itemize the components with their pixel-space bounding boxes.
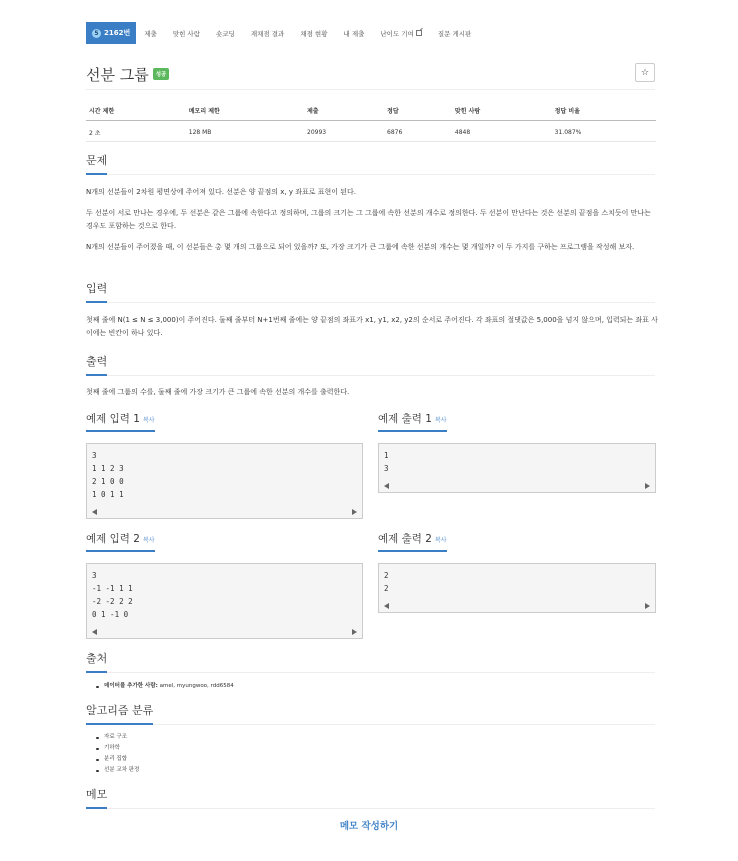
nav-problem-number[interactable] xyxy=(86,22,136,44)
section-algorithm-header xyxy=(86,702,655,725)
sample-output-1-header xyxy=(378,411,447,432)
algorithm-list xyxy=(96,732,139,776)
algorithm-tag[interactable]: 기하학 xyxy=(104,745,120,751)
value-memory-limit: 128 MB xyxy=(186,121,304,142)
nav-rejudge-results-label: 재채점 결과 xyxy=(250,29,285,38)
source-label: 데이터를 추가한 사람: xyxy=(104,683,158,689)
section-memo-header xyxy=(86,786,655,809)
nav-difficulty-contribution[interactable] xyxy=(372,22,429,44)
sample-input-1-box[interactable] xyxy=(86,443,363,519)
algorithm-tag[interactable]: 자료 구조 xyxy=(104,734,128,740)
sample-output-2-title xyxy=(378,531,447,552)
section-divider xyxy=(86,808,655,809)
sample-number: 1 xyxy=(425,413,432,425)
section-input-header xyxy=(86,280,655,303)
external-link-icon xyxy=(416,30,422,36)
nav-difficulty-label: 난이도 기여 xyxy=(380,29,414,38)
header-memory-limit: 메모리 제한 xyxy=(186,104,304,121)
input-description: 첫째 줄에 N(1 ≤ N ≤ 3,000)이 주어진다. 둘째 줄부터 N+1번째 줄에는 양 끝점의 좌표가 x1, y1, x2, y2의 순서로 주어진다. 각 좌표의 절댓값은 5,000을 넘지 않으며, 입력되는 좌표 사이에는 빈칸이 하나 있다. xyxy=(86,316,658,337)
list-item[interactable] xyxy=(96,754,139,765)
list-item[interactable] xyxy=(96,732,139,743)
value-submissions: 20993 xyxy=(304,121,384,142)
code-line: -2 -2 2 2 xyxy=(92,597,133,606)
code-line: 3 xyxy=(92,571,97,580)
horizontal-scrollbar[interactable] xyxy=(87,627,362,638)
output-description: 첫째 줄에 그룹의 수를, 둘째 줄에 가장 크기가 큰 그룹에 속한 선분의 개수를 출력한다. xyxy=(86,388,350,396)
sample-output-1-box[interactable] xyxy=(378,443,656,493)
section-divider xyxy=(86,672,655,673)
sample-number: 2 xyxy=(133,533,140,545)
scroll-right-icon[interactable] xyxy=(352,629,357,635)
title-row xyxy=(86,63,655,85)
copy-button[interactable]: 복사 xyxy=(142,537,155,544)
info-value-row xyxy=(86,121,656,142)
nav-judge-status-label: 채점 현황 xyxy=(300,29,328,38)
nav-short-coding[interactable] xyxy=(208,22,243,44)
write-memo-link[interactable]: 메모 작성하기 xyxy=(339,821,399,832)
list-item[interactable] xyxy=(96,743,139,754)
nav-rejudge-results[interactable] xyxy=(243,22,292,44)
value-time-limit: 2 초 xyxy=(86,121,186,142)
problem-paragraph-3: N개의 선분들이 주어졌을 때, 이 선분들은 총 몇 개의 그룹으로 되어 있을까? 또, 가장 크기가 큰 그룹에 속한 선분의 개수는 몇 개일까? 이 두 가지를 구하는 프로그램을 작성해 보자. xyxy=(86,243,635,251)
problem-paragraph-2: 두 선분이 서로 만나는 경우에, 두 선분은 같은 그룹에 속한다고 정의하며, 그룹의 크기는 그 그룹에 속한 선분의 개수로 정의한다. 두 선분이 만난다는 것은 선분의 끝점을 스치듯이 만나는 경우도 포함하는 것으로 한다. xyxy=(86,209,651,230)
nav-solved-users[interactable] xyxy=(165,22,208,44)
algorithm-tag[interactable]: 분리 집합 xyxy=(104,756,128,762)
sample-input-2-box[interactable] xyxy=(86,563,363,639)
section-source-title: 출처 xyxy=(86,650,107,673)
source-list xyxy=(96,681,234,692)
nav-question-board-label: 질문 게시판 xyxy=(437,29,472,38)
code-line: 2 xyxy=(384,571,389,580)
sample-output-2-box[interactable] xyxy=(378,563,656,613)
section-input-title: 입력 xyxy=(86,280,107,303)
nav-judge-status[interactable] xyxy=(292,22,335,44)
section-source-header xyxy=(86,650,655,673)
scroll-left-icon[interactable] xyxy=(92,509,97,515)
section-divider xyxy=(86,724,655,725)
section-problem-header xyxy=(86,152,655,175)
copy-button[interactable]: 복사 xyxy=(142,417,155,424)
horizontal-scrollbar[interactable] xyxy=(379,481,655,492)
nav-my-submissions-label: 내 제출 xyxy=(343,29,365,38)
copy-button[interactable]: 복사 xyxy=(434,417,447,424)
sample-input-1-title xyxy=(86,411,155,432)
scroll-right-icon[interactable] xyxy=(645,603,650,609)
sample-number: 2 xyxy=(425,533,432,545)
scroll-left-icon[interactable] xyxy=(92,629,97,635)
horizontal-scrollbar[interactable] xyxy=(379,601,655,612)
section-divider xyxy=(86,174,655,175)
problem-paragraph-1: N개의 선분들이 2차원 평면상에 주어져 있다. 선분은 양 끝점의 x, y 좌표로 표현이 된다. xyxy=(86,188,356,196)
algorithm-tag[interactable]: 선분 교차 판정 xyxy=(104,767,140,773)
value-accept-rate: 31.087% xyxy=(552,121,656,142)
section-divider xyxy=(86,375,655,376)
sample-output-label: 예제 출력 xyxy=(378,413,422,425)
header-accepted: 정답 xyxy=(384,104,452,121)
copy-button[interactable]: 복사 xyxy=(434,537,447,544)
sample-output-2-header xyxy=(378,531,447,552)
scroll-right-icon[interactable] xyxy=(352,509,357,515)
nav-submit[interactable] xyxy=(136,22,165,44)
tier-badge-icon: 5 xyxy=(92,29,101,38)
status-badge: 성공 xyxy=(153,68,170,80)
code-line: 1 1 2 3 xyxy=(92,464,124,473)
value-solved-users: 4848 xyxy=(452,121,552,142)
sample-input-label: 예제 입력 xyxy=(86,413,130,425)
list-item xyxy=(96,681,234,692)
sample-output-1-title xyxy=(378,411,447,432)
code-line: 1 xyxy=(384,451,389,460)
code-line: 1 0 1 1 xyxy=(92,490,124,499)
sample-input-2-header xyxy=(86,531,155,552)
scroll-right-icon[interactable] xyxy=(645,483,650,489)
code-line: 3 xyxy=(384,464,389,473)
section-algorithm-title: 알고리즘 분류 xyxy=(86,702,153,725)
code-line: 0 1 -1 0 xyxy=(92,610,129,619)
scroll-left-icon[interactable] xyxy=(384,483,389,489)
title-divider xyxy=(86,89,655,90)
list-item[interactable] xyxy=(96,765,139,776)
code-line: 2 1 0 0 xyxy=(92,477,124,486)
favorite-button[interactable] xyxy=(635,63,655,82)
horizontal-scrollbar[interactable] xyxy=(87,507,362,518)
problem-nav xyxy=(86,22,479,44)
star-icon: ☆ xyxy=(640,67,650,78)
sample-number: 1 xyxy=(133,413,140,425)
sample-output-label: 예제 출력 xyxy=(378,533,422,545)
code-line: -1 -1 1 1 xyxy=(92,584,133,593)
scroll-left-icon[interactable] xyxy=(384,603,389,609)
problem-number-label: 2162번 xyxy=(104,29,131,37)
section-divider xyxy=(86,302,655,303)
section-output-title: 출력 xyxy=(86,353,107,376)
value-accepted: 6876 xyxy=(384,121,452,142)
header-solved-users: 맞힌 사람 xyxy=(452,104,552,121)
section-memo-title: 메모 xyxy=(86,786,107,809)
code-line: 2 xyxy=(384,584,389,593)
problem-info-table xyxy=(86,104,656,142)
nav-solved-users-label: 맞힌 사람 xyxy=(172,29,200,38)
code-line: 3 xyxy=(92,451,97,460)
header-time-limit: 시간 제한 xyxy=(86,104,186,121)
page-title: 선분 그룹 xyxy=(86,65,149,84)
sample-input-label: 예제 입력 xyxy=(86,533,130,545)
sample-input-1-header xyxy=(86,411,155,432)
section-output-header xyxy=(86,353,655,376)
nav-submit-label: 제출 xyxy=(144,29,157,38)
header-accept-rate: 정답 비율 xyxy=(552,104,656,121)
nav-question-board[interactable] xyxy=(430,22,479,44)
source-value[interactable]: amel, myungwoo, rdd6584 xyxy=(159,683,234,689)
section-problem-title: 문제 xyxy=(86,152,107,175)
info-header-row xyxy=(86,104,656,121)
sample-input-2-title xyxy=(86,531,155,552)
nav-my-submissions[interactable] xyxy=(336,22,373,44)
header-submissions: 제출 xyxy=(304,104,384,121)
nav-short-coding-label: 숏코딩 xyxy=(216,29,235,38)
